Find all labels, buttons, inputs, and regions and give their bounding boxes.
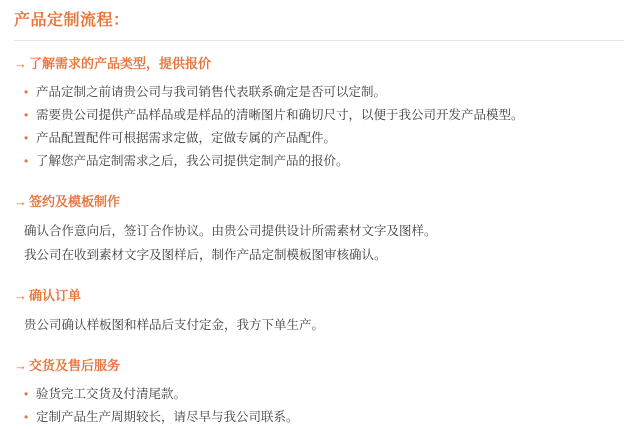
- bullet-icon: •: [24, 85, 29, 99]
- list-item: [14, 81, 624, 104]
- title-divider: [14, 40, 624, 41]
- list-item: [14, 406, 624, 429]
- section-heading: [14, 53, 624, 75]
- arrow-icon: →: [14, 56, 27, 71]
- list-item: [14, 104, 624, 127]
- section-heading: [14, 191, 624, 213]
- list-item-text: 我公司在收到素材文字及图样后，制作产品定制模板图审核确认。: [24, 248, 387, 262]
- bullet-icon: •: [24, 108, 29, 122]
- section-heading-label: 确认订单: [29, 288, 82, 303]
- list-item-text: 需要贵公司提供产品样品或是样品的清晰图片和确切尺寸，以便于我公司开发产品模型。: [36, 108, 524, 122]
- bullet-icon: •: [24, 131, 29, 145]
- section-understand-requirements: [14, 53, 624, 173]
- arrow-icon: →: [14, 288, 27, 303]
- section-item-list: [14, 219, 624, 267]
- list-item-text: 产品配置配件可根据需求定做，定做专属的产品配件。: [36, 131, 337, 145]
- section-delivery-and-after-sales: [14, 355, 624, 429]
- list-item-text: 贵公司确认样板图和样品后支付定金，我方下单生产。: [24, 318, 325, 332]
- bullet-icon: •: [24, 154, 29, 168]
- section-item-list: [14, 313, 624, 337]
- list-item-text: 了解您产品定制需求之后，我公司提供定制产品的报价。: [36, 154, 349, 168]
- list-item-text: 确认合作意向后，签订合作协议。由贵公司提供设计所需素材文字及图样。: [24, 224, 437, 238]
- section-item-list: [14, 383, 624, 429]
- section-heading-label: 签约及模板制作: [29, 194, 121, 209]
- page-title: 产品定制流程：: [14, 12, 130, 29]
- section-heading-label: 了解需求的产品类型，提供报价: [29, 56, 212, 71]
- list-item: [14, 127, 624, 150]
- arrow-icon: →: [14, 358, 27, 373]
- list-item-text: 验货完工交货及付清尾款。: [36, 387, 187, 401]
- section-heading-label: 交货及售后服务: [29, 358, 121, 373]
- list-item-text: 产品定制之前请贵公司与我司销售代表联系确定是否可以定制。: [36, 85, 387, 99]
- list-item: [14, 219, 624, 243]
- section-contract-and-template: [14, 191, 624, 267]
- section-item-list: [14, 81, 624, 173]
- list-item: [14, 313, 624, 337]
- list-item: [14, 150, 624, 173]
- list-item-text: 定制产品生产周期较长，请尽早与我公司联系。: [36, 410, 299, 424]
- arrow-icon: →: [14, 194, 27, 209]
- bullet-icon: •: [24, 387, 29, 401]
- list-item: [14, 243, 624, 267]
- bullet-icon: •: [24, 410, 29, 424]
- section-confirm-order: [14, 285, 624, 337]
- section-heading: [14, 285, 624, 307]
- list-item: [14, 383, 624, 406]
- section-heading: [14, 355, 624, 377]
